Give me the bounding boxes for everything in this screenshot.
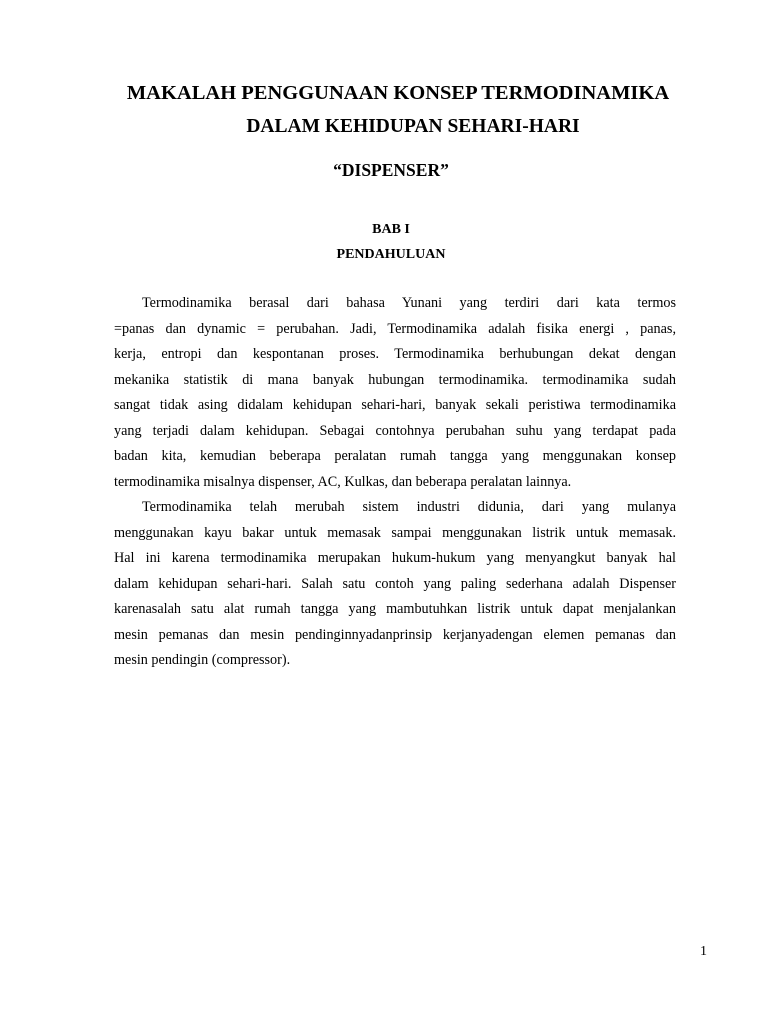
- paragraph-1: [114, 291, 676, 495]
- paragraph-line: mesin pendingin (compressor).: [114, 652, 291, 668]
- document-title-line-2: DALAM KEHIDUPAN SEHARI-HARI: [246, 116, 580, 137]
- document-subtitle: “DISPENSER”: [333, 160, 449, 180]
- paragraph-line: yang terjadi dalam kehidupan. Sebagai contohnya perubahan suhu yang terdapat pada: [114, 422, 676, 439]
- chapter-label: BAB I: [372, 222, 410, 237]
- paragraph-2: [114, 495, 676, 674]
- paragraph-line: Hal ini karena termodinamika merupakan hukum-hukum yang menyangkut banyak hal: [114, 550, 676, 566]
- chapter-title: PENDAHULUAN: [336, 247, 446, 262]
- paragraph-line: Termodinamika telah merubah sistem industri didunia, dari yang mulanya: [142, 499, 676, 515]
- paragraph-line: sangat tidak asing didalam kehidupan sehari-hari, banyak sekali peristiwa termodinamika: [114, 397, 676, 413]
- paragraph-line: =panas dan dynamic = perubahan. Jadi, Termodinamika adalah fisika energi , panas,: [114, 320, 676, 337]
- paragraph-line: badan kita, kemudian beberapa peralatan rumah tangga yang menggunakan konsep: [114, 448, 676, 464]
- document-title-line-1: MAKALAH PENGGUNAAN KONSEP TERMODINAMIKA: [126, 82, 670, 104]
- paragraph-line: karenasalah satu alat rumah tangga yang mambutuhkan listrik untuk dapat menjalankan: [114, 601, 676, 617]
- paragraph-line: mesin pemanas dan mesin pendinginnyadanprinsip kerjanyadengan elemen pemanas dan: [114, 626, 676, 643]
- paragraph-line: kerja, entropi dan kespontanan proses. Termodinamika berhubungan dekat dengan: [114, 346, 676, 362]
- paragraph-line: mekanika statistik di mana banyak hubungan termodinamika. termodinamika sudah: [114, 371, 676, 388]
- paragraph-line: menggunakan kayu bakar untuk memasak sampai menggunakan listrik untuk memasak.: [114, 524, 676, 541]
- page-number: 1: [700, 944, 707, 959]
- paragraph-line: termodinamika misalnya dispenser, AC, Kulkas, dan beberapa peralatan lainnya.: [114, 473, 572, 490]
- paragraph-line: dalam kehidupan sehari-hari. Salah satu contoh yang paling sederhana adalah Dispenser: [114, 575, 676, 592]
- paragraph-line: Termodinamika berasal dari bahasa Yunani yang terdiri dari kata termos: [142, 295, 676, 311]
